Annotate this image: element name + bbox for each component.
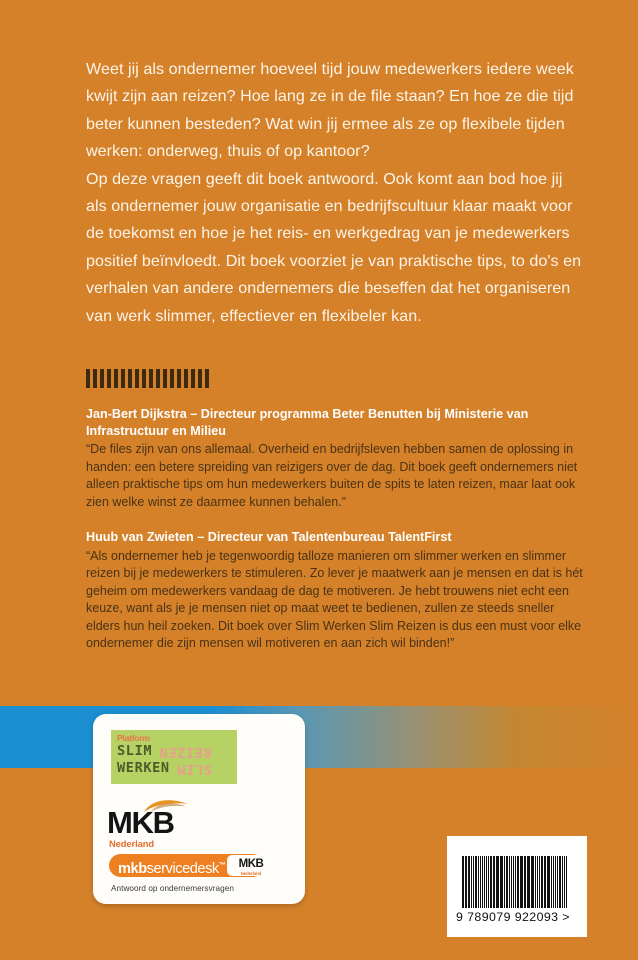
testimonial-dijkstra [86, 406, 586, 511]
barcode-bar [520, 856, 521, 908]
tick-mark [198, 369, 202, 388]
isbn-barcode [447, 836, 587, 937]
barcode-bar [501, 856, 502, 908]
testimonial-van-zwieten [86, 529, 586, 653]
barcode-bar [511, 856, 513, 908]
back-cover-blurb [86, 56, 584, 330]
barcode-bar [521, 856, 522, 908]
blurb-paragraph-2: Op deze vragen geeft dit boek antwoord. Ook komt aan bod hoe jij als ondernemer jouw organisatie en bedrijfscultuur klaar maakt voor de toekomst en hoe je het reis- en werkgedrag van je medewerkers positief beïnvloedt. Dit boek voorziet je van praktische tips, to do's en verhalen van andere ondernemers die beseffen dat het organiseren van werk slimmer, effectiever en flexibeler kan. [86, 169, 582, 325]
barcode-bar [466, 856, 467, 908]
barcode-bar [539, 856, 541, 908]
barcode-bar [471, 856, 472, 908]
tick-mark [86, 369, 90, 388]
barcode-bar [500, 856, 501, 908]
mkb-servicedesk-logo [109, 854, 287, 896]
barcode-bar [555, 856, 556, 908]
barcode-bar [562, 856, 563, 908]
barcode-bar [547, 856, 548, 908]
blurb-paragraph-1: Weet jij als ondernemer hoeveel tijd jouw medewerkers iedere week kwijt zijn aan reizen? Hoe lang ze in de file staan? En hoe ze die tijd beter kunnen besteden? Wat win jij ermee als ze op flexibele tijden werken: onderweg, thuis of op kantoor? [86, 60, 574, 161]
barcode-bar [517, 856, 519, 908]
tick-mark [142, 369, 146, 388]
platform-word-reizen: REIZEN [159, 744, 212, 760]
tick-mark [177, 369, 181, 388]
tick-mark [121, 369, 125, 388]
platform-word-slim-mirrored: SLIM [176, 761, 212, 777]
barcode-bar [528, 856, 529, 908]
platform-logo-line-1 [117, 743, 237, 760]
tick-mark [156, 369, 160, 388]
barcode-bar [559, 856, 561, 908]
platform-word-slim: SLIM [117, 743, 153, 759]
barcode-bar [527, 856, 528, 908]
barcode-bar [480, 856, 481, 908]
barcode-bars [462, 856, 568, 908]
mkb-subtitle: Nederland [109, 838, 154, 849]
barcode-bar [515, 856, 516, 908]
barcode-bar [532, 856, 534, 908]
barcode-bar [504, 856, 505, 908]
badge-wordmark: MKB [238, 858, 264, 870]
barcode-bar [497, 856, 499, 908]
tick-mark [128, 369, 132, 388]
testimonial-text: “Als ondernemer heb je tegenwoordig talloze manieren om slimmer werken en slimmer reizen bij je medewerkers te stimuleren. Zo lever je maatwerk aan je mensen en dat is hét geheim om medewerkers vandaag de dag te motiveren. Je hebt trouwens niet echt een keuze, want als je je mensen niet op maat weet te bedienen, zullen ze steeds sneller elders hun heil zoeken. Dit boek over Slim Werken Slim Reizen is dus een must voor elke ondernemer die zijn mensen wil motiveren en aan zich wil binden!” [86, 548, 583, 651]
testimonial-text: “De files zijn van ons allemaal. Overheid en bedrijfsleven hebben samen de oplossing in handen: een betere spreiding van reizigers over de dag. Dit boek geeft ondernemers niet alleen praktische tips om hun medewerkers buiten de spits te laten reizen, maar laat ook zien welke winst ze daarmee kunnen behalen.” [86, 442, 578, 509]
tick-mark [205, 369, 209, 388]
barcode-bar [535, 856, 536, 908]
barcode-bar [557, 856, 558, 908]
barcode-bar [484, 856, 486, 908]
tick-mark [93, 369, 97, 388]
barcode-bar [462, 856, 464, 908]
tick-mark [191, 369, 195, 388]
tick-mark [100, 369, 104, 388]
servicedesk-tagline: Antwoord op ondernemersvragen [111, 884, 234, 893]
mkb-wordmark: MKB [107, 805, 174, 840]
barcode-bar [496, 856, 497, 908]
trademark-symbol: ™ [218, 862, 226, 869]
barcode-bar [548, 856, 549, 908]
barcode-bar [531, 856, 532, 908]
barcode-bar [506, 856, 508, 908]
barcode-bar [524, 856, 526, 908]
barcode-bar [493, 856, 494, 908]
barcode-bar [468, 856, 470, 908]
tick-mark [107, 369, 111, 388]
tick-mark [184, 369, 188, 388]
testimonial-attribution: Huub van Zwieten – Directeur van Talentenbureau TalentFirst [86, 530, 452, 544]
barcode-bar [490, 856, 492, 908]
servicedesk-word-mkb: mkb [118, 860, 147, 877]
badge-subtitle: Nederland [240, 871, 262, 876]
barcode-bar [566, 856, 568, 908]
barcode-bar [482, 856, 483, 908]
barcode-bar [537, 856, 538, 908]
tick-mark [163, 369, 167, 388]
barcode-bar [544, 856, 546, 908]
servicedesk-mkb-badge [227, 855, 275, 876]
tick-mark [114, 369, 118, 388]
testimonial-attribution: Jan-Bert Dijkstra – Directeur programma Beter Benutten bij Ministerie van Infrastructuur en Milieu [86, 407, 529, 438]
tick-mark [135, 369, 139, 388]
barcode-bar [513, 856, 514, 908]
platform-word-werken: WERKEN [117, 760, 170, 776]
tick-divider [86, 369, 209, 388]
barcode-bar [475, 856, 477, 908]
platform-swsr-logo [111, 730, 237, 784]
servicedesk-word-servicedesk: servicedesk [146, 860, 219, 877]
barcode-bar [478, 856, 479, 908]
barcode-bar [564, 856, 565, 908]
barcode-bar [488, 856, 489, 908]
mkb-nederland-logo [107, 798, 227, 849]
barcode-bar [551, 856, 553, 908]
barcode-digits: 9 789079 922093 > [456, 910, 570, 924]
logo-card [93, 714, 305, 904]
barcode-bar [509, 856, 510, 908]
platform-eyebrow-label: Platform [117, 733, 150, 743]
barcode-bar [486, 856, 487, 908]
barcode-bar [541, 856, 542, 908]
tick-mark [170, 369, 174, 388]
tick-mark [149, 369, 153, 388]
platform-logo-line-2 [117, 760, 237, 777]
barcode-bar [465, 856, 466, 908]
barcode-bar [473, 856, 474, 908]
barcode-bar [553, 856, 554, 908]
